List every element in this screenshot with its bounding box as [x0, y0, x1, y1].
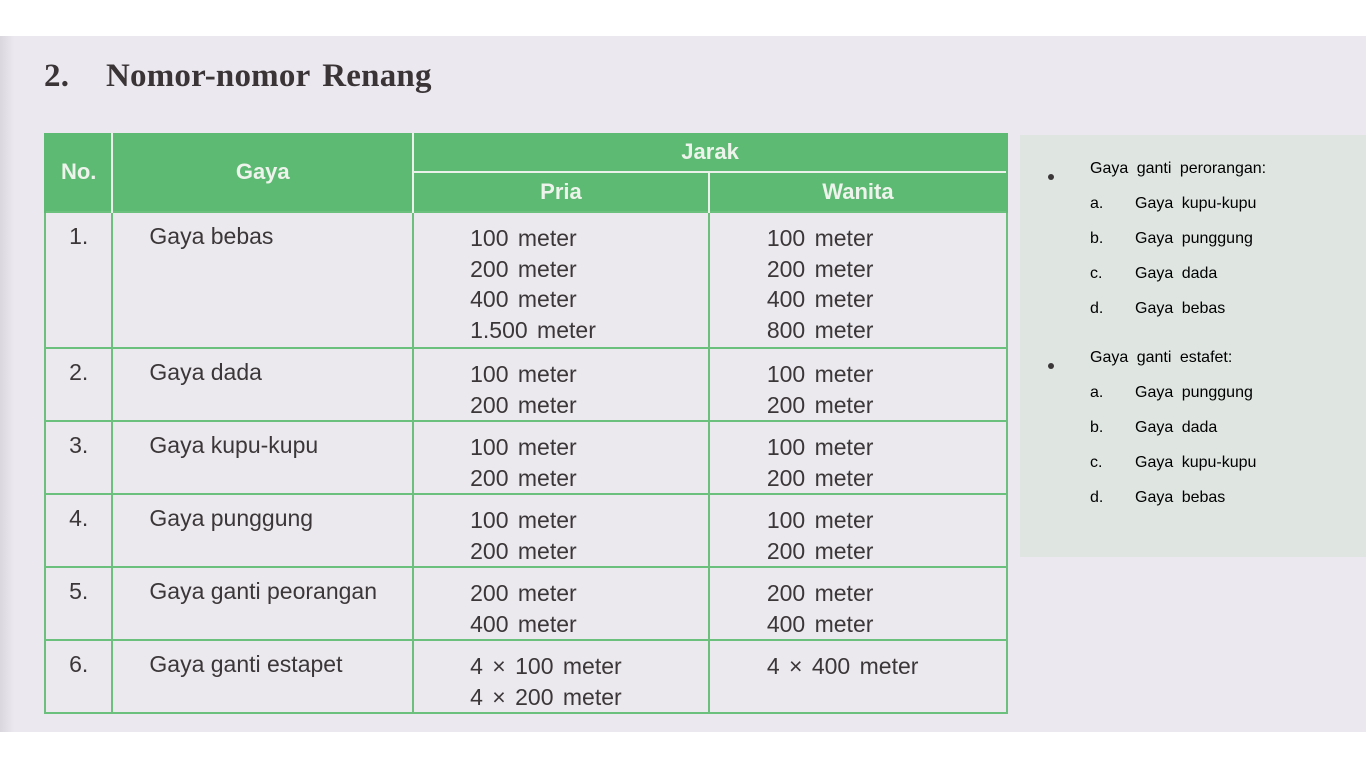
distance: 200 meter: [470, 255, 577, 282]
distance: 200 meter: [766, 580, 874, 606]
header-jarak: Jarak: [413, 133, 1007, 172]
cell-gaya: Gaya ganti peorangan: [112, 567, 413, 640]
cell-wanita: [709, 348, 1007, 421]
header-pria: Pria: [413, 172, 709, 212]
list-item: [1090, 265, 1217, 283]
group-heading: Gaya ganti perorangan:: [1090, 160, 1267, 177]
distance: 400 meter: [766, 610, 874, 637]
list-item: [1090, 489, 1225, 507]
distance: 800 meter: [766, 316, 874, 343]
distance: 200 meter: [766, 464, 874, 491]
distance: 4 × 200 meter: [470, 683, 622, 710]
list-item: [1090, 419, 1217, 437]
cell-gaya: Gaya dada: [112, 348, 413, 421]
distance: 4 × 400 meter: [766, 653, 919, 679]
item-text: Gaya punggung: [1135, 384, 1253, 401]
distance: 100 meter: [470, 507, 577, 533]
cell-no: 6.: [45, 640, 112, 713]
swimming-events-table: [44, 133, 1008, 714]
distance: 400 meter: [470, 610, 577, 637]
item-letter: a.: [1090, 384, 1104, 401]
header-gaya: Gaya: [112, 133, 413, 212]
cell-gaya: Gaya ganti estapet: [112, 640, 413, 713]
item-letter: b.: [1090, 230, 1104, 247]
section-number: 2.: [44, 58, 70, 94]
distance: 1.500 meter: [470, 316, 596, 343]
distance: 100 meter: [470, 225, 577, 251]
item-text: Gaya dada: [1135, 419, 1218, 436]
table-row: [45, 494, 1007, 567]
distance: 200 meter: [470, 464, 577, 491]
cell-pria: [413, 494, 709, 567]
distance: 200 meter: [470, 537, 577, 564]
item-letter: b.: [1090, 419, 1104, 436]
group-heading: Gaya ganti estafet:: [1090, 349, 1233, 366]
distance: 100 meter: [470, 434, 577, 460]
cell-wanita: [709, 494, 1007, 567]
distance: 100 meter: [766, 434, 874, 460]
table-row: [45, 348, 1007, 421]
cell-pria: [413, 567, 709, 640]
cell-wanita: [709, 212, 1007, 348]
cell-gaya: Gaya bebas: [112, 212, 413, 348]
table-row: [45, 567, 1007, 640]
list-item: [1090, 230, 1253, 248]
item-letter: d.: [1090, 300, 1104, 317]
distance: 100 meter: [766, 507, 874, 533]
distance: 200 meter: [470, 580, 577, 606]
item-text: Gaya dada: [1135, 265, 1218, 282]
cell-pria: [413, 348, 709, 421]
cell-no: 2.: [45, 348, 112, 421]
item-text: Gaya bebas: [1135, 300, 1226, 317]
cell-no: 4.: [45, 494, 112, 567]
list-item: [1090, 384, 1253, 402]
table-header-row: [45, 133, 1007, 172]
distance: 100 meter: [766, 225, 874, 251]
header-wanita: Wanita: [709, 172, 1007, 212]
bullet-icon: [1048, 174, 1054, 180]
item-letter: c.: [1090, 265, 1103, 282]
cell-wanita: [709, 567, 1007, 640]
item-letter: c.: [1090, 454, 1103, 471]
cell-no: 5.: [45, 567, 112, 640]
cell-gaya: Gaya punggung: [112, 494, 413, 567]
bullet-icon: [1048, 363, 1054, 369]
cell-wanita: [709, 640, 1007, 713]
cell-no: 1.: [45, 212, 112, 348]
list-item: [1090, 454, 1256, 472]
distance: 200 meter: [470, 391, 577, 418]
distance: 100 meter: [766, 361, 874, 387]
table-row: [45, 212, 1007, 348]
section-title-text: Nomor-nomor Renang: [106, 58, 432, 94]
item-text: Gaya kupu-kupu: [1135, 195, 1257, 212]
distance: 200 meter: [766, 255, 874, 282]
cell-pria: [413, 212, 709, 348]
table-row: [45, 640, 1007, 713]
medley-order-box: [1020, 135, 1366, 557]
page-edge-shadow: [0, 36, 14, 732]
table-row: [45, 421, 1007, 494]
item-text: Gaya punggung: [1135, 230, 1253, 247]
item-text: Gaya bebas: [1135, 489, 1226, 506]
cell-pria: [413, 640, 709, 713]
distance: 4 × 100 meter: [470, 653, 622, 679]
distance: 200 meter: [766, 537, 874, 564]
list-item: [1090, 195, 1256, 213]
item-text: Gaya kupu-kupu: [1135, 454, 1257, 471]
cell-pria: [413, 421, 709, 494]
distance: 400 meter: [766, 286, 874, 312]
item-letter: a.: [1090, 195, 1104, 212]
distance: 400 meter: [470, 286, 577, 312]
distance: 200 meter: [766, 391, 874, 418]
section-title: [44, 58, 432, 95]
item-letter: d.: [1090, 489, 1104, 506]
distance: 100 meter: [470, 361, 577, 387]
cell-no: 3.: [45, 421, 112, 494]
cell-wanita: [709, 421, 1007, 494]
cell-gaya: Gaya kupu-kupu: [112, 421, 413, 494]
header-no: No.: [45, 133, 112, 212]
list-item: [1090, 300, 1225, 318]
